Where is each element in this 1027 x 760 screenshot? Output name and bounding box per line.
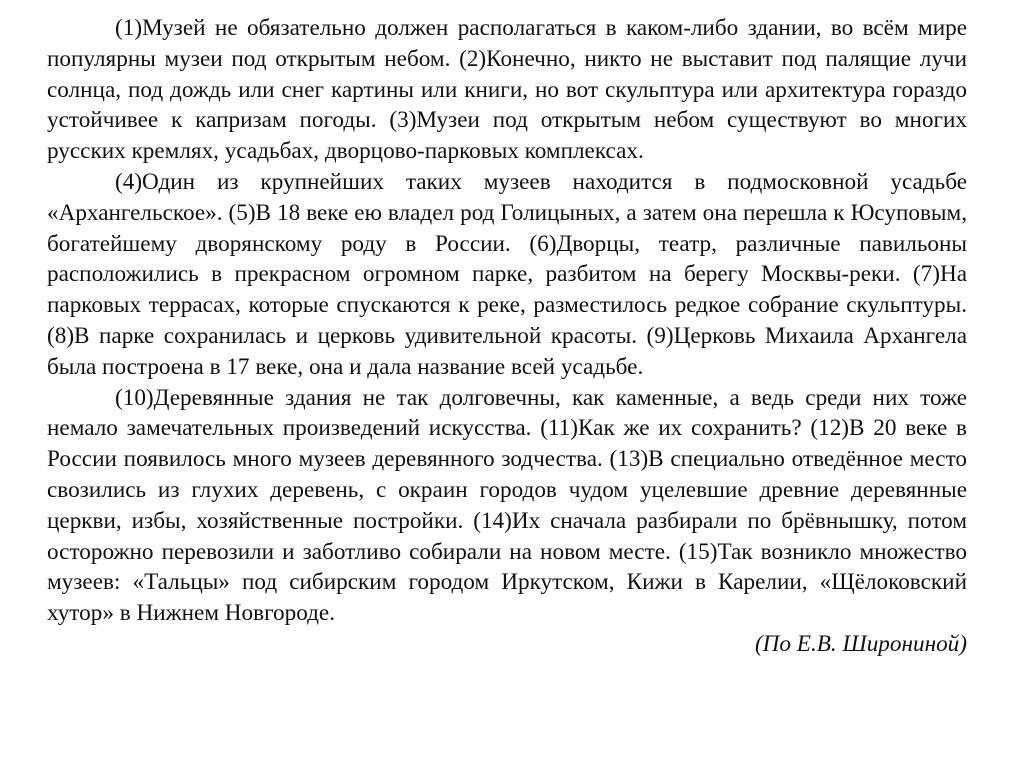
document-page bbox=[47, 13, 967, 660]
paragraph-1: (1)Музей не обязательно должен располагаться в каком-либо здании, во всём мире популярны музеи под открытым небом. (2)Конечно, никто не выставит под палящие лучи солнца, под дождь или снег картины или книги, но вот скульптура или архитектура гораздо устойчивее к капризам погоды. (3)Музеи под открытым небом существуют во многих русских кремлях, усадьбах, дворцово-парковых комплексах. bbox=[47, 15, 967, 165]
paragraph-2: (4)Один из крупнейших таких музеев находится в подмосковной усадьбе «Архангельское». (5)В 18 веке ею владел род Голицыных, а затем она перешла к Юсуповым, богатейшему дворянскому роду в России. (6)Дворцы, театр, различные павильоны расположились в прекрасном огромном парке, разбитом на берегу Москвы-реки. (7)На парковых террасах, которые спускаются к реке, разместилось редкое собрание скульптуры. (8)В парке сохранилась и церковь удивительной красоты. (9)Церковь Михаила Архангела была построена в 17 веке, она и дала название всей усадьбе. bbox=[47, 168, 967, 380]
source-attribution: (По Е.В. Широниной) bbox=[754, 630, 967, 657]
paragraph-3: (10)Деревянные здания не так долговечны, как каменные, а ведь среди них тоже немало замечательных произведений искусства. (11)Как же их сохранить? (12)В 20 веке в России появилось много музеев деревянного зодчества. (13)В специально отведённое место свозились из глухих деревень, с окраин городов чудом уцелевшие древние деревянные церкви, избы, хозяйственные постройки. (14)Их сначала разбирали по брёвнышку, потом осторожно перевозили и заботливо собирали на новом месте. (15)Так возникло множество музеев: «Тальцы» под сибирским городом Иркутском, Кижи в Карелии, «Щёлоковский хутор» в Нижнем Новгороде. bbox=[47, 384, 967, 627]
